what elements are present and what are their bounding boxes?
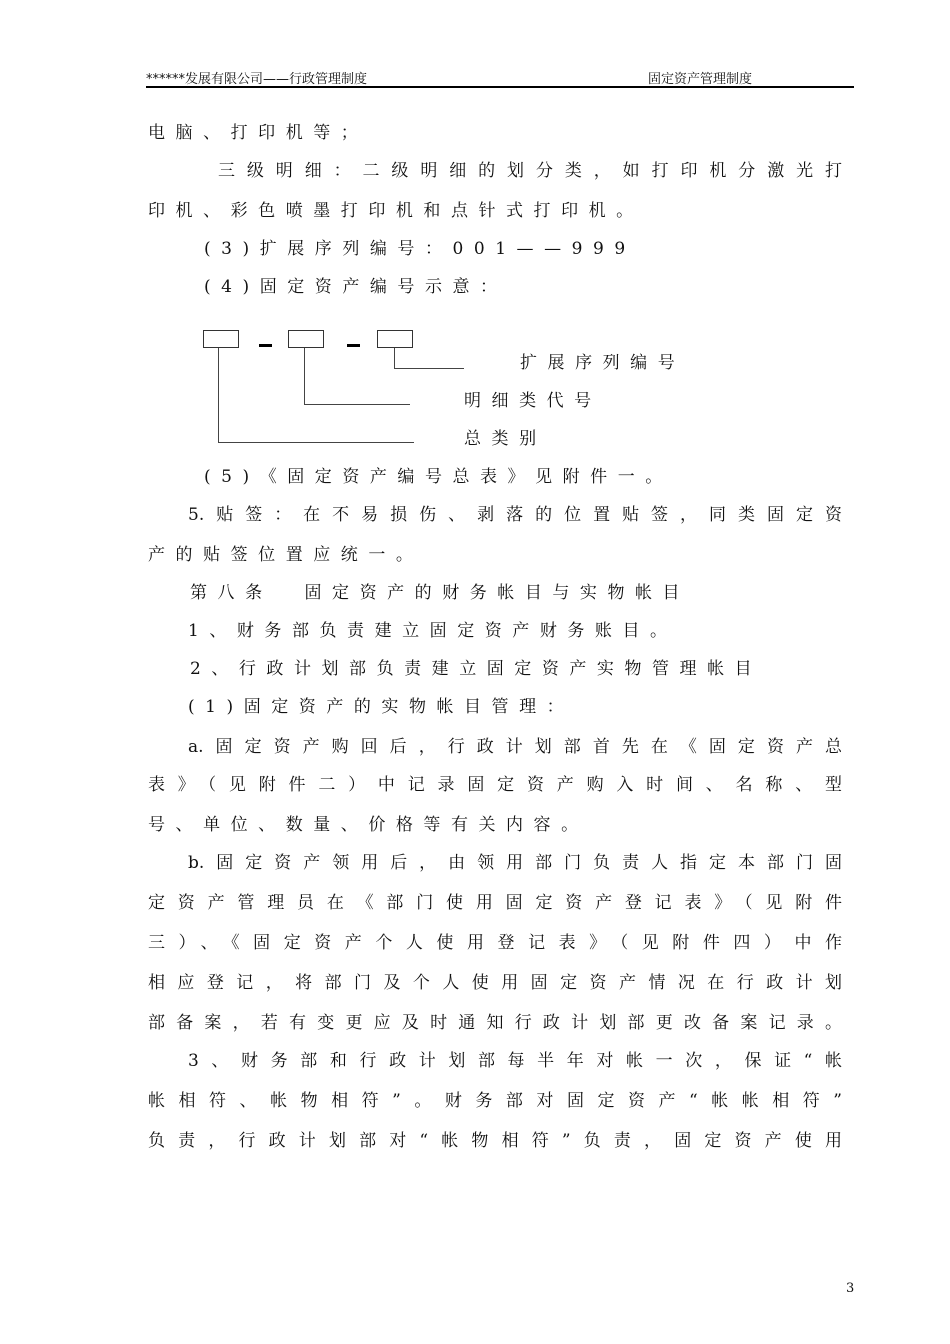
paragraph-line: (1)固定资产的实物帐目管理： (188, 697, 575, 717)
paragraph-line: 负责，行政计划部对“帐物相符”负责，固定资产使用 (148, 1131, 842, 1151)
paragraph-line: 3、财务部和行政计划部每半年对帐一次，保证“帐 (188, 1051, 842, 1071)
paragraph-line: (4)固定资产编号示意： (204, 277, 508, 297)
header-company-title: ******发展有限公司——行政管理制度 (146, 72, 368, 87)
paragraph-line: 电脑、打印机等； (148, 123, 369, 143)
page-number: 3 (846, 1281, 855, 1296)
code-box-category (203, 330, 239, 348)
diagram-label-detail: 明细类代号 (464, 391, 602, 411)
code-box-serial (377, 330, 413, 348)
connector-line (304, 404, 410, 405)
paragraph-line: 印机、彩色喷墨打印机和点针式打印机。 (148, 201, 644, 221)
connector-line (304, 348, 305, 404)
paragraph-line: 表》（见附件二）中记录固定资产购入时间、名称、型 (148, 775, 842, 795)
code-box-detail (288, 330, 324, 348)
paragraph-line: 1、财务部负责建立固定资产财务账目。 (188, 621, 678, 641)
dash-separator (259, 344, 272, 347)
section-heading: 第八条 固定资产的财务帐目与实物帐目 (190, 583, 691, 603)
paragraph-line: 三级明细：二级明细的划分类，如打印机分激光打 (218, 161, 842, 181)
paragraph-line: 定资产管理员在《部门使用固定资产登记表》（见附件 (148, 893, 842, 913)
paragraph-line: 相应登记，将部门及个人使用固定资产情况在行政计划 (148, 973, 842, 993)
paragraph-line: b.固定资产领用后，由领用部门负责人指定本部门固 (188, 853, 842, 873)
paragraph-line: a.固定资产购回后，行政计划部首先在《固定资产总 (188, 737, 842, 757)
dash-separator (347, 344, 360, 347)
header-rule (146, 86, 854, 88)
paragraph-line: 帐相符、帐物相符”。财务部对固定资产“帐帐相符” (148, 1091, 842, 1111)
diagram-label-serial: 扩展序列编号 (520, 353, 686, 373)
paragraph-line: 2、行政计划部负责建立固定资产实物管理帐目 (190, 659, 763, 679)
paragraph-line: 部备案，若有变更应及时通知行政计划部更改备案记录。 (148, 1013, 842, 1033)
connector-line (394, 348, 395, 368)
paragraph-line: 产的贴签位置应统一。 (148, 545, 424, 565)
paragraph-line: (3)扩展序列编号：001——999 (204, 239, 636, 259)
diagram-label-category: 总类别 (464, 429, 547, 449)
paragraph-line: (5)《固定资产编号总表》见附件一。 (204, 467, 673, 487)
header-document-title: 固定资产管理制度 (648, 72, 753, 87)
paragraph-line: 号、单位、数量、价格等有关内容。 (148, 815, 589, 835)
connector-line (394, 368, 464, 369)
paragraph-line: 5.贴签：在不易损伤、剥落的位置贴签，同类固定资 (188, 505, 842, 525)
paragraph-line: 三）、《固定资产个人使用登记表》（见附件四）中作 (148, 933, 842, 953)
connector-line (218, 442, 414, 443)
connector-line (218, 348, 219, 442)
